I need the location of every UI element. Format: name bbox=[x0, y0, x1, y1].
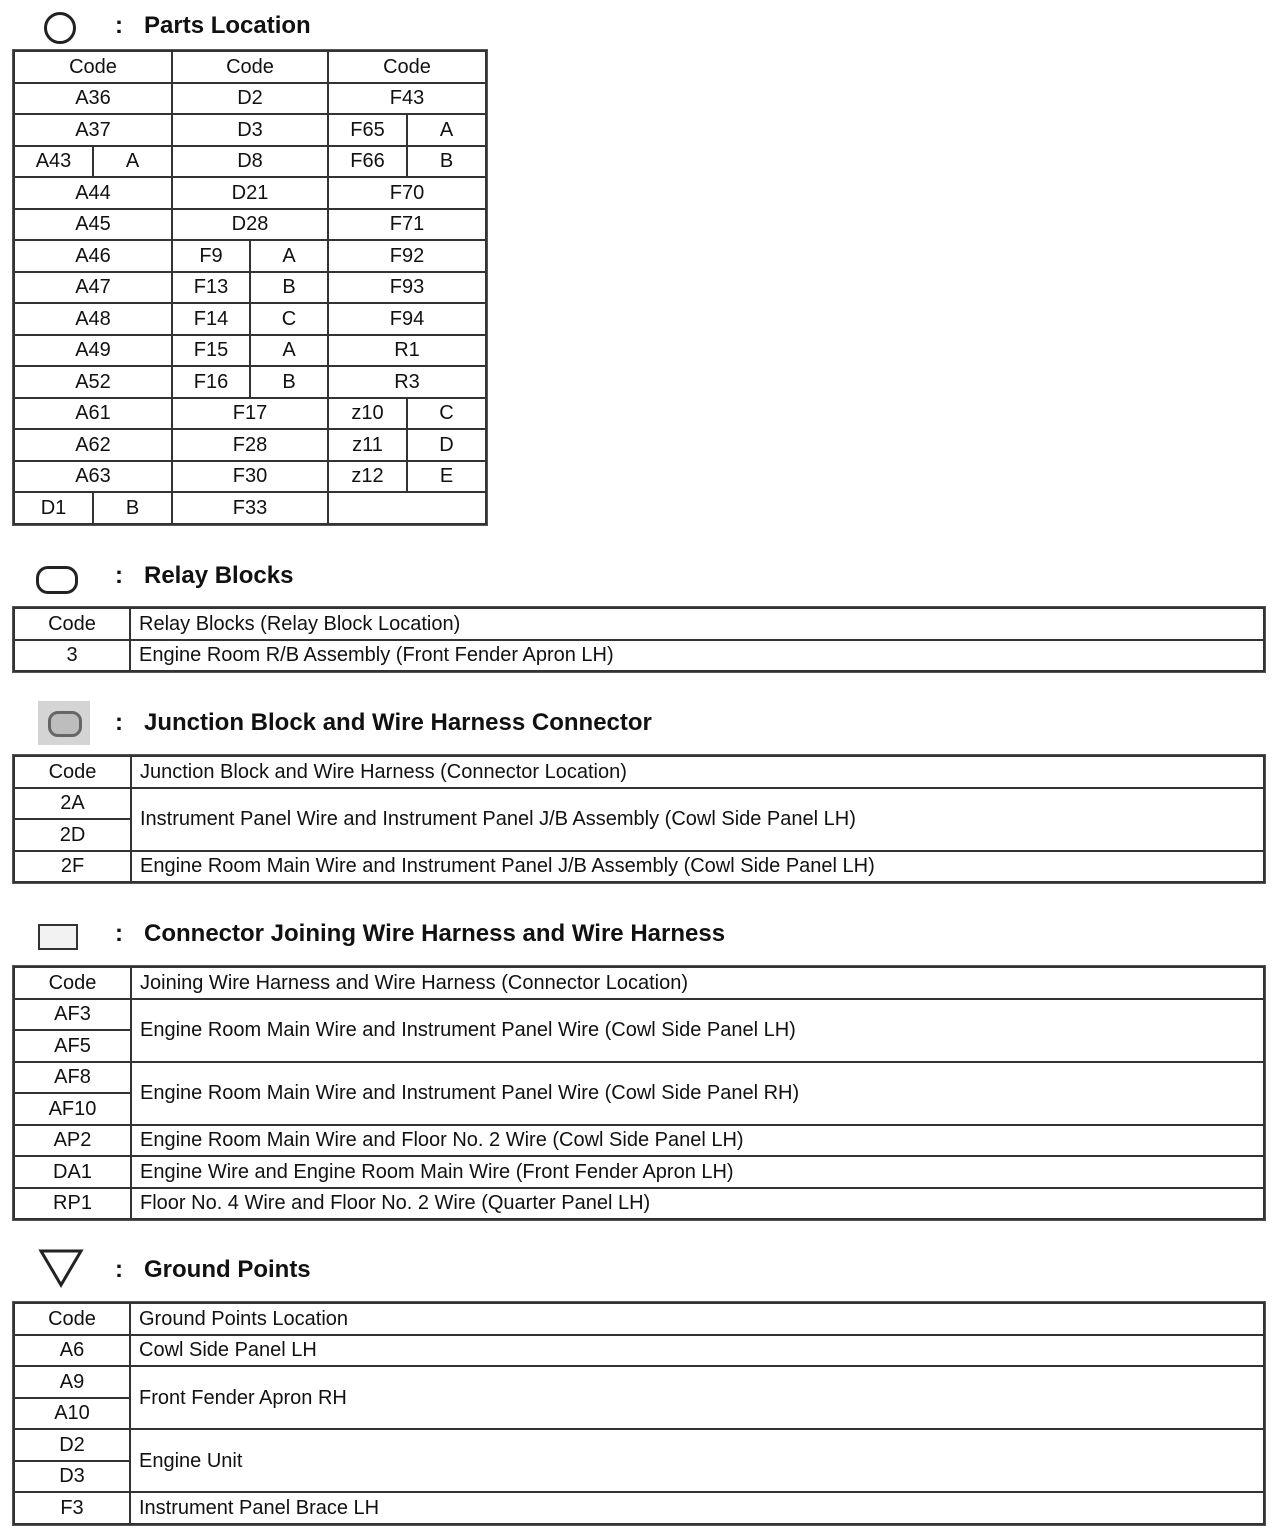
part-code: F43 bbox=[328, 83, 486, 115]
part-code: A46 bbox=[14, 240, 172, 272]
junction-block-heading bbox=[0, 703, 1280, 743]
part-location-letter: B bbox=[250, 366, 328, 398]
description-header: Ground Points Location bbox=[130, 1303, 1264, 1335]
part-location-letter: A bbox=[250, 335, 328, 367]
table-row bbox=[14, 398, 486, 430]
part-location-letter: A bbox=[93, 146, 172, 178]
relay-blocks-heading bbox=[0, 556, 1280, 596]
part-code: A47 bbox=[14, 272, 172, 304]
ground-points-table bbox=[13, 1302, 1265, 1525]
section-title: Junction Block and Wire Harness Connector bbox=[144, 709, 652, 736]
part-code: A61 bbox=[14, 398, 172, 430]
description-cell: Cowl Side Panel LH bbox=[130, 1335, 1264, 1367]
heading-colon: : bbox=[115, 12, 123, 39]
code-cell: D3 bbox=[14, 1461, 130, 1493]
table-row bbox=[14, 429, 486, 461]
table-row bbox=[14, 303, 486, 335]
table-row bbox=[14, 1335, 1264, 1367]
table-row bbox=[14, 1125, 1264, 1157]
table-row bbox=[14, 788, 1264, 820]
code-cell: A6 bbox=[14, 1335, 130, 1367]
code-cell: D2 bbox=[14, 1429, 130, 1461]
description-cell: Engine Room R/B Assembly (Front Fender Apron LH) bbox=[130, 640, 1264, 672]
description-cell: Engine Wire and Engine Room Main Wire (Front Fender Apron LH) bbox=[131, 1156, 1264, 1188]
part-code bbox=[328, 492, 486, 524]
table-row bbox=[14, 240, 486, 272]
connector-joining-heading bbox=[0, 914, 1280, 954]
code-cell: 2F bbox=[14, 851, 131, 883]
table-row bbox=[14, 1492, 1264, 1524]
table-row bbox=[14, 83, 486, 115]
part-code: D28 bbox=[172, 209, 328, 241]
part-code: R3 bbox=[328, 366, 486, 398]
code-header: Code bbox=[14, 756, 131, 788]
part-code: A52 bbox=[14, 366, 172, 398]
part-code: F13 bbox=[172, 272, 250, 304]
section-title: Connector Joining Wire Harness and Wire Harness bbox=[144, 920, 726, 947]
column-header: Code bbox=[172, 51, 328, 83]
part-code: A48 bbox=[14, 303, 172, 335]
table-row bbox=[14, 999, 1264, 1031]
table-row bbox=[14, 1366, 1264, 1398]
parts-location-heading bbox=[0, 6, 1280, 46]
column-header: Code bbox=[328, 51, 486, 83]
junction-block-table bbox=[13, 755, 1265, 883]
description-cell: Engine Room Main Wire and Instrument Panel Wire (Cowl Side Panel RH) bbox=[131, 1062, 1264, 1125]
part-code: F15 bbox=[172, 335, 250, 367]
ground-points-heading bbox=[0, 1250, 1280, 1290]
part-code: F16 bbox=[172, 366, 250, 398]
triangle-down-icon bbox=[38, 1248, 84, 1288]
part-code: A63 bbox=[14, 461, 172, 493]
description-cell: Engine Room Main Wire and Instrument Panel Wire (Cowl Side Panel LH) bbox=[131, 999, 1264, 1062]
table-row bbox=[14, 366, 486, 398]
part-code: F65 bbox=[328, 114, 407, 146]
table-row bbox=[14, 114, 486, 146]
code-cell: 3 bbox=[14, 640, 130, 672]
code-header: Code bbox=[14, 967, 131, 999]
parts-location-table bbox=[13, 50, 487, 525]
part-code: F66 bbox=[328, 146, 407, 178]
table-header-row bbox=[14, 51, 486, 83]
table-row bbox=[14, 492, 486, 524]
part-code: F14 bbox=[172, 303, 250, 335]
code-cell: RP1 bbox=[14, 1188, 131, 1220]
circle-icon bbox=[44, 12, 76, 44]
connector-joining-table bbox=[13, 966, 1265, 1220]
table-row bbox=[14, 851, 1264, 883]
part-location-letter: E bbox=[407, 461, 486, 493]
heading-colon: : bbox=[115, 562, 123, 589]
description-cell: Engine Room Main Wire and Instrument Panel J/B Assembly (Cowl Side Panel LH) bbox=[131, 851, 1264, 883]
table-row bbox=[14, 272, 486, 304]
table-row bbox=[14, 1062, 1264, 1094]
table-row bbox=[14, 177, 486, 209]
code-cell: F3 bbox=[14, 1492, 130, 1524]
part-code: z10 bbox=[328, 398, 407, 430]
rounded-rectangle-icon bbox=[36, 566, 78, 594]
section-title: Parts Location bbox=[144, 12, 311, 39]
table-row bbox=[14, 1188, 1264, 1220]
part-code: z12 bbox=[328, 461, 407, 493]
part-code: F9 bbox=[172, 240, 250, 272]
code-cell: 2A bbox=[14, 788, 131, 820]
table-header-row bbox=[14, 1303, 1264, 1335]
part-code: R1 bbox=[328, 335, 486, 367]
part-location-letter: B bbox=[93, 492, 172, 524]
part-location-letter: C bbox=[250, 303, 328, 335]
code-cell: 2D bbox=[14, 819, 131, 851]
part-code: F33 bbox=[172, 492, 328, 524]
heading-colon: : bbox=[115, 709, 123, 736]
description-header: Relay Blocks (Relay Block Location) bbox=[130, 608, 1264, 640]
code-header: Code bbox=[14, 1303, 130, 1335]
table-header-row bbox=[14, 756, 1264, 788]
part-code: D2 bbox=[172, 83, 328, 115]
part-code: F71 bbox=[328, 209, 486, 241]
section-title: Ground Points bbox=[144, 1256, 311, 1283]
table-row bbox=[14, 335, 486, 367]
description-cell: Instrument Panel Wire and Instrument Panel J/B Assembly (Cowl Side Panel LH) bbox=[131, 788, 1264, 851]
code-cell: AP2 bbox=[14, 1125, 131, 1157]
code-cell: AF8 bbox=[14, 1062, 131, 1094]
part-code: A36 bbox=[14, 83, 172, 115]
part-code: A43 bbox=[14, 146, 93, 178]
part-code: A37 bbox=[14, 114, 172, 146]
part-code: A45 bbox=[14, 209, 172, 241]
column-header: Code bbox=[14, 51, 172, 83]
part-location-letter: D bbox=[407, 429, 486, 461]
part-code: F30 bbox=[172, 461, 328, 493]
part-location-letter: A bbox=[407, 114, 486, 146]
part-code: A44 bbox=[14, 177, 172, 209]
heading-colon: : bbox=[115, 1256, 123, 1283]
description-cell: Floor No. 4 Wire and Floor No. 2 Wire (Quarter Panel LH) bbox=[131, 1188, 1264, 1220]
relay-blocks-table bbox=[13, 607, 1265, 672]
part-code: F92 bbox=[328, 240, 486, 272]
heading-colon: : bbox=[115, 920, 123, 947]
code-cell: DA1 bbox=[14, 1156, 131, 1188]
code-cell: AF3 bbox=[14, 999, 131, 1031]
part-code: D8 bbox=[172, 146, 328, 178]
table-header-row bbox=[14, 967, 1264, 999]
part-code: D1 bbox=[14, 492, 93, 524]
rectangle-icon bbox=[38, 924, 78, 950]
part-code: D21 bbox=[172, 177, 328, 209]
part-code: A49 bbox=[14, 335, 172, 367]
part-code: F28 bbox=[172, 429, 328, 461]
table-row bbox=[14, 461, 486, 493]
description-cell: Front Fender Apron RH bbox=[130, 1366, 1264, 1429]
part-location-letter: A bbox=[250, 240, 328, 272]
part-code: F94 bbox=[328, 303, 486, 335]
table-row bbox=[14, 1429, 1264, 1461]
part-code: F17 bbox=[172, 398, 328, 430]
table-row bbox=[14, 640, 1264, 672]
table-row bbox=[14, 1156, 1264, 1188]
description-header: Joining Wire Harness and Wire Harness (Connector Location) bbox=[131, 967, 1264, 999]
part-code: D3 bbox=[172, 114, 328, 146]
table-row bbox=[14, 146, 486, 178]
code-cell: AF5 bbox=[14, 1030, 131, 1062]
table-row bbox=[14, 209, 486, 241]
shaded-junction-icon bbox=[38, 701, 90, 745]
description-cell: Engine Unit bbox=[130, 1429, 1264, 1492]
part-location-letter: B bbox=[250, 272, 328, 304]
description-header: Junction Block and Wire Harness (Connector Location) bbox=[131, 756, 1264, 788]
section-title: Relay Blocks bbox=[144, 562, 294, 589]
table-header-row bbox=[14, 608, 1264, 640]
description-cell: Engine Room Main Wire and Floor No. 2 Wire (Cowl Side Panel LH) bbox=[131, 1125, 1264, 1157]
part-code: z11 bbox=[328, 429, 407, 461]
code-cell: AF10 bbox=[14, 1093, 131, 1125]
part-location-letter: B bbox=[407, 146, 486, 178]
part-code: F93 bbox=[328, 272, 486, 304]
part-location-letter: C bbox=[407, 398, 486, 430]
code-header: Code bbox=[14, 608, 130, 640]
code-cell: A10 bbox=[14, 1398, 130, 1430]
description-cell: Instrument Panel Brace LH bbox=[130, 1492, 1264, 1524]
part-code: F70 bbox=[328, 177, 486, 209]
code-cell: A9 bbox=[14, 1366, 130, 1398]
part-code: A62 bbox=[14, 429, 172, 461]
